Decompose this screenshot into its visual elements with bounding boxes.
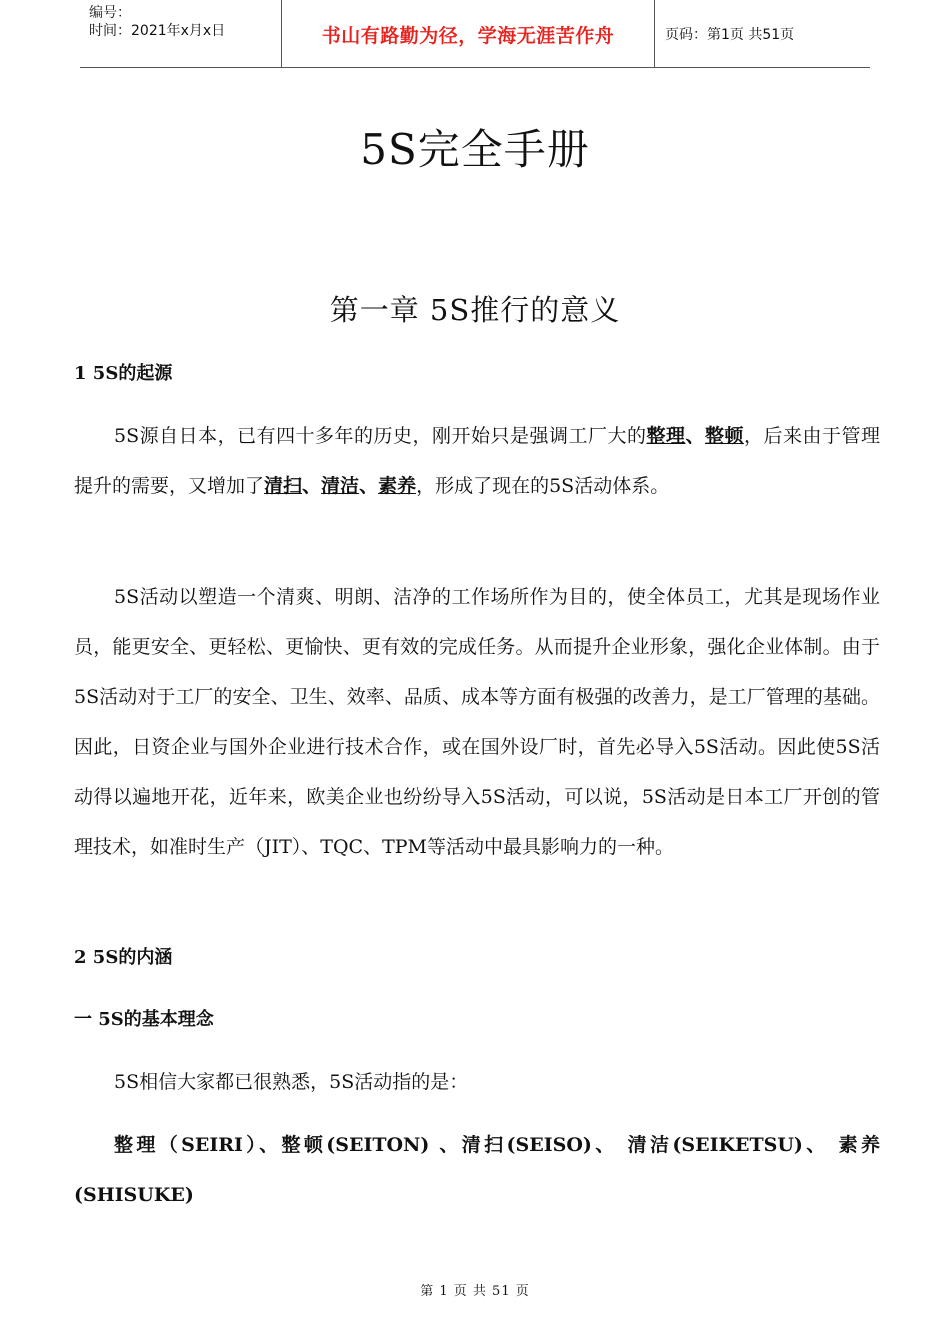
page-header [80,0,870,68]
paragraph-intro: 5S相信大家都已很熟悉，5S活动指的是： [114,1071,469,1093]
text: ，后来由于管理提升的需要，又增加了 [74,425,880,497]
number-label: 编号： [89,5,131,21]
paragraph-origin [74,411,880,511]
page-info: 页码：第1页 共51页 [665,27,795,43]
page-footer: 第 1 页 共 51 页 [420,1284,530,1299]
term-seiketsu: 清洁 [321,475,360,497]
term-seiri: 整理 [646,425,686,447]
term-seiton: 整顿 [704,425,744,447]
header-page-info [655,0,870,68]
text: 5S源自日本，已有四十多年的历史，刚开始只是强调工厂大的 [114,425,647,447]
separator: 、 [359,475,379,497]
text: ，形成了现在的5S活动体系。 [416,475,670,497]
paragraph-5s-list: 整理（SEIRI）、整顿(SEITON) 、清扫(SEISO)、 清洁(SEIKETSU)、 素养(SHISUKE) [74,1134,880,1206]
header-motto: 书山有路勤为径，学海无涯苦作舟 [321,24,615,47]
section-heading-concept: 一 5S的基本理念 [74,1009,214,1030]
term-shitsuke: 素养 [378,475,417,497]
header-meta [80,0,281,68]
section-heading-meaning: 2 5S的内涵 [74,947,173,968]
paragraph-activity: 5S活动以塑造一个清爽、明朗、洁净的工作场所作为目的，使全体员工，尤其是现场作业员，能更安全、更轻松、更愉快、更有效的完成任务。从而提升企业形象，强化企业体制。由于5S活动对于工厂的安全、卫生、效率、品质、成本等方面有极强的改善力，是工厂管理的基础。因此，日资企业与国外企业进行技术合作，或在国外设厂时，首先必导入5S活动。因此使5S活动得以遍地开花，近年来，欧美企业也纷纷导入5S活动，可以说，5S活动是日本工厂开创的管理技术，如准时生产（JIT）、TQC、TPM等活动中最具影响力的一种。 [74,586,880,858]
term-seiso: 清扫 [264,475,303,497]
separator: 、 [685,425,705,447]
separator: 、 [302,475,322,497]
header-motto-cell [281,0,655,68]
section-heading-origin: 1 5S的起源 [74,363,173,384]
time-label: 时间：2021年x月x日 [89,23,226,39]
document-title: 5S完全手册 [360,125,590,174]
chapter-heading: 第一章 5S推行的意义 [329,293,621,327]
